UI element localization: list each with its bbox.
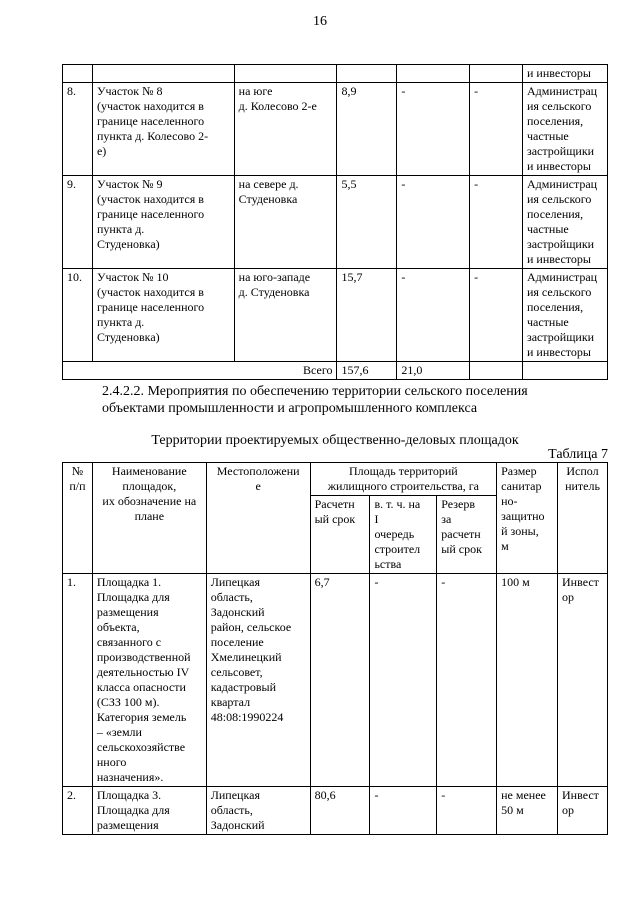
site-executor: Инвест ор (558, 787, 608, 835)
col-header-name: Наименование площадок, их обозначение на плане (92, 463, 206, 574)
site-name: Площадка 1. Площадка для размещения объекта, связанного с производственной деятельностью IV класса опасности (СЗЗ 100 м). Категория земель – «земли сельскохозяйстве нного назначения». (92, 574, 206, 787)
land-plots-table (62, 64, 608, 380)
plot-name: Участок № 8 (участок находится в границе населенного пункта д. Колесово 2- е) (92, 83, 234, 176)
page-number: 16 (313, 14, 327, 29)
col-header-calc-term: Расчетн ый срок (310, 496, 370, 574)
site-first-stage: - (370, 574, 437, 787)
site-executor: Инвест ор (558, 574, 608, 787)
reserve: - (470, 83, 523, 176)
executor: Администрац ия сельского поселения, частные застройщики и инвесторы (522, 176, 607, 269)
site-name: Площадка 3. Площадка для размещения (92, 787, 206, 835)
section-heading-line2: объектами промышленности и агропромышленного комплекса (102, 401, 478, 416)
plot-area: 8,9 (337, 83, 397, 176)
plot-area: 5,5 (337, 176, 397, 269)
table-caption: Территории проектируемых общественно-деловых площадок (151, 433, 519, 448)
table-cell: и инвесторы (522, 65, 607, 83)
plot-name: Участок № 10 (участок находится в границе населенного пункта д. Студеновка) (92, 269, 234, 362)
first-stage: - (397, 83, 470, 176)
executor: Администрац ия сельского поселения, частные застройщики и инвесторы (522, 83, 607, 176)
col-header-reserve: Резерв за расчетн ый срок (437, 496, 497, 574)
table-row (63, 83, 608, 176)
row-number: 1. (63, 574, 93, 787)
plot-location: на севере д. Студеновка (234, 176, 337, 269)
col-header-area: Площадь территорий жилищного строительства, га (310, 463, 497, 496)
site-first-stage: - (370, 787, 437, 835)
site-zone: не менее 50 м (497, 787, 558, 835)
total-row (63, 362, 608, 380)
table-row (63, 787, 608, 835)
total-reserve (470, 362, 523, 380)
reserve: - (470, 176, 523, 269)
plot-location: на юго-западе д. Студеновка (234, 269, 337, 362)
col-header-first-stage: в. т. ч. на I очередь строител ьства (370, 496, 437, 574)
section-heading-line1: 2.4.2.2. Мероприятия по обеспечению территории сельского поселения (102, 384, 528, 399)
plot-name: Участок № 9 (участок находится в границе населенного пункта д. Студеновка) (92, 176, 234, 269)
business-sites-table (62, 462, 608, 835)
site-zone: 100 м (497, 574, 558, 787)
table-number: Таблица 7 (548, 447, 608, 462)
table-row (63, 65, 608, 83)
site-location: Липецкая область, Задонский район, сельское поселение Хмелинецкий сельсовет, кадастровый квартал 48:08:1990224 (206, 574, 310, 787)
site-reserve: - (437, 574, 497, 787)
reserve: - (470, 269, 523, 362)
table-header-row (63, 463, 608, 496)
plot-area: 15,7 (337, 269, 397, 362)
total-area: 157,6 (337, 362, 397, 380)
col-header-executor: Испол нитель (558, 463, 608, 574)
row-number: 2. (63, 787, 93, 835)
col-header-location: Местоположени е (206, 463, 310, 574)
table-row (63, 269, 608, 362)
table-row (63, 574, 608, 787)
section-heading (62, 383, 608, 417)
col-header-zone: Размер санитар но- защитно й зоны, м (497, 463, 558, 574)
executor: Администрац ия сельского поселения, частные застройщики и инвесторы (522, 269, 607, 362)
site-area: 6,7 (310, 574, 370, 787)
table-row (63, 176, 608, 269)
row-number: 10. (63, 269, 93, 362)
col-header-no: № п/п (63, 463, 93, 574)
site-location: Липецкая область, Задонский (206, 787, 310, 835)
site-area: 80,6 (310, 787, 370, 835)
row-number: 8. (63, 83, 93, 176)
plot-location: на юге д. Колесово 2-е (234, 83, 337, 176)
total-first-stage: 21,0 (397, 362, 470, 380)
first-stage: - (397, 269, 470, 362)
site-reserve: - (437, 787, 497, 835)
first-stage: - (397, 176, 470, 269)
row-number: 9. (63, 176, 93, 269)
total-label: Всего (63, 362, 337, 380)
